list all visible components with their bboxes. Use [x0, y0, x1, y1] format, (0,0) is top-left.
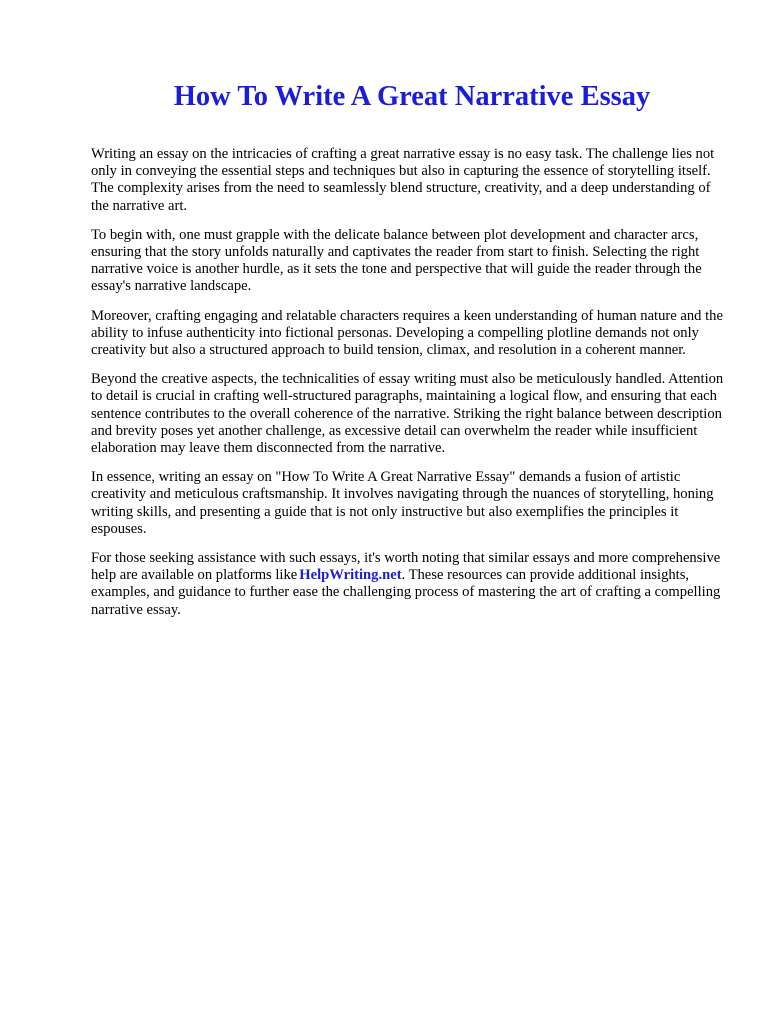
- page-title: How To Write A Great Narrative Essay: [173, 81, 651, 112]
- paragraph-5: In essence, writing an essay on "How To Write A Great Narrative Essay" demands a fusion of artistic creativity and meticulous craftsmanship. It involves navigating through the nuances of storytelling, honing writing skills, and presenting a guide that is not only instructive but also exemplifies the principles it espouses.: [91, 469, 714, 537]
- paragraph-3: Moreover, crafting engaging and relatable characters requires a keen understanding of human nature and the ability to infuse authenticity into fictional personas. Developing a compelling plotline demands not only creativity but also a structured approach to build tension, climax, and resolution in a coherent manner.: [91, 307, 723, 359]
- paragraph-6-after-link: . These resources can provide additional insights, examples, and guidance to further ease the challenging process of mastering the art of crafting a compelling narrative essay.: [91, 567, 721, 618]
- helpwriting-link[interactable]: HelpWriting.net: [299, 567, 402, 584]
- paragraph-1: Writing an essay on the intricacies of crafting a great narrative essay is no easy task. The challenge lies not only in conveying the essential steps and techniques but also in capturing the essence of storytelling itself. The complexity arises from the need to seamlessly blend structure, creativity, and a deep understanding of the narrative art.: [91, 146, 715, 214]
- paragraph-6-before-link: For those seeking assistance with such essays, it's worth noting that similar essays and more comprehensive help are available on platforms like: [91, 550, 721, 584]
- paragraph-4: Beyond the creative aspects, the technicalities of essay writing must also be meticulously handled. Attention to detail is crucial in crafting well-structured paragraphs, maintaining a logical flow, and ensuring that each sentence contributes to the overall coherence of the narrative. Striking the right balance between description and brevity poses yet another challenge, as excessive detail can overwhelm the reader while insufficient elaboration may leave them disconnected from the narrative.: [91, 371, 724, 457]
- essay-body: [91, 146, 731, 631]
- paragraph-6: [91, 550, 731, 619]
- paragraph-2: To begin with, one must grapple with the delicate balance between plot development and character arcs, ensuring that the story unfolds naturally and captivates the reader from start to finish. Selecting the right narrative voice is another hurdle, as it sets the tone and perspective that will guide the reader through the essay's narrative landscape.: [91, 226, 702, 295]
